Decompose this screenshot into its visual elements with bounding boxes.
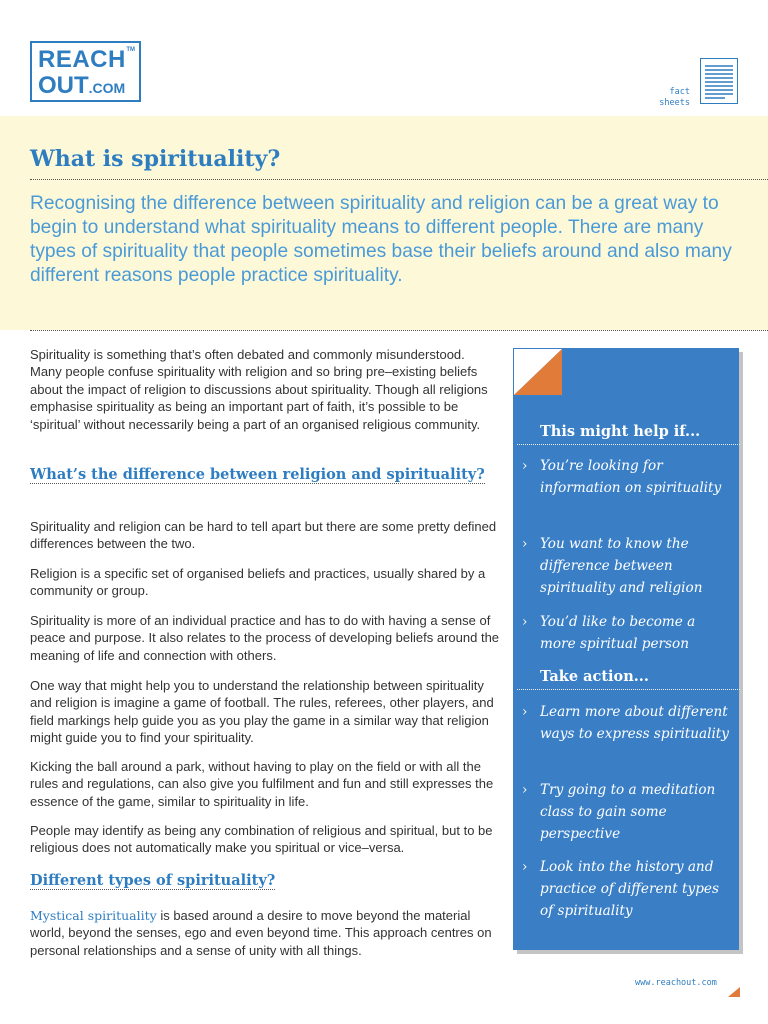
footer-url-link[interactable]: www.reachout.com — [635, 978, 717, 988]
body-paragraph: People may identify as being any combination of religious and spiritual, but to be religious does not automatically make you spiritual or vice–versa. — [30, 823, 493, 856]
sidebar-heading-action: Take action... — [540, 668, 649, 685]
logo-line1: REACH — [38, 46, 126, 73]
logo-line2: OUT.COM — [38, 72, 126, 99]
fact-sheets-label: fact sheets — [659, 87, 690, 108]
chevron-right-icon: › — [522, 859, 528, 875]
logo-trademark: TM — [126, 47, 135, 53]
chevron-right-icon: › — [522, 782, 528, 798]
sidebar-action-item: › Try going to a meditation class to gain some perspective — [522, 779, 732, 845]
chevron-right-icon: › — [522, 536, 528, 552]
band-bottom-divider — [30, 330, 768, 331]
sidebar-divider — [517, 444, 740, 445]
sidebar-help-item: › You’d like to become a more spiritual person — [522, 611, 732, 655]
sidebar-divider — [517, 689, 740, 690]
title-divider — [30, 179, 768, 180]
body-paragraph: Religion is a specific set of organised beliefs and practices, usually shared by a community or group. — [30, 566, 486, 599]
body-paragraph: One way that might help you to understand the relationship between spirituality and religion is imagine a game of football. The rules, referees, other players, and field markings help guide you as you play the game in a similar way that religion might guide you to find your spirituality. — [30, 678, 494, 746]
body-paragraph: Spirituality is more of an individual practice and has to do with having a sense of peace and purpose. It also relates to the process of developing beliefs around the meaning of life and connection with others. — [30, 613, 500, 663]
chevron-right-icon: › — [522, 704, 528, 720]
chevron-right-icon: › — [522, 458, 528, 474]
sidebar-help-item: › You want to know the difference between spirituality and religion — [522, 533, 732, 599]
body-paragraph: Mystical spirituality is based around a desire to move beyond the material world, beyond the senses, ego and even beyond time. This approach centres on personal relationships and a sense of unity with all things. — [30, 908, 492, 958]
sidebar-help-item: › You’re looking for information on spirituality — [522, 455, 732, 499]
corner-triangle-icon — [728, 987, 740, 997]
body-paragraph: Kicking the ball around a park, without having to play on the field or with all the rules and regulations, can also give you fulfilment and fun and still expresses the essence of the game, similar to spirituality in life. — [30, 759, 494, 809]
sidebar-heading-help: This might help if... — [540, 423, 701, 440]
body-paragraph: Spirituality is something that’s often debated and commonly misunderstood. Many people confuse spirituality with religion and so bring pre–existing beliefs about the impact of religion to discussions about spirituality. Though all religions emphasise spirituality as being an important part of faith, it’s possible to be ‘spiritual’ without necessarily being a part of an organised religious community. — [30, 347, 488, 432]
highlight-term: Mystical spirituality — [30, 908, 157, 923]
fact-sheet-document-icon — [700, 58, 738, 104]
sidebar-action-item: › Look into the history and practice of different types of spirituality — [522, 856, 732, 922]
intro-paragraph: Recognising the difference between spirituality and religion can be a great way to begin to understand what spirituality means to different people. There are many types of spirituality that people sometimes base their beliefs around and also many different reasons people practice spirituality. — [30, 193, 732, 286]
section-heading-difference: What’s the difference between religion and spirituality? — [30, 466, 485, 483]
section-heading-types: Different types of spirituality? — [30, 872, 276, 889]
sidebar-action-item: › Learn more about different ways to express spirituality — [522, 701, 732, 745]
reachout-logo[interactable] — [30, 41, 141, 102]
body-paragraph: Spirituality and religion can be hard to tell apart but there are some pretty defined differences between the two. — [30, 519, 497, 552]
chevron-right-icon: › — [522, 614, 528, 630]
page-title: What is spirituality? — [30, 146, 281, 172]
corner-fold-icon — [514, 349, 564, 397]
